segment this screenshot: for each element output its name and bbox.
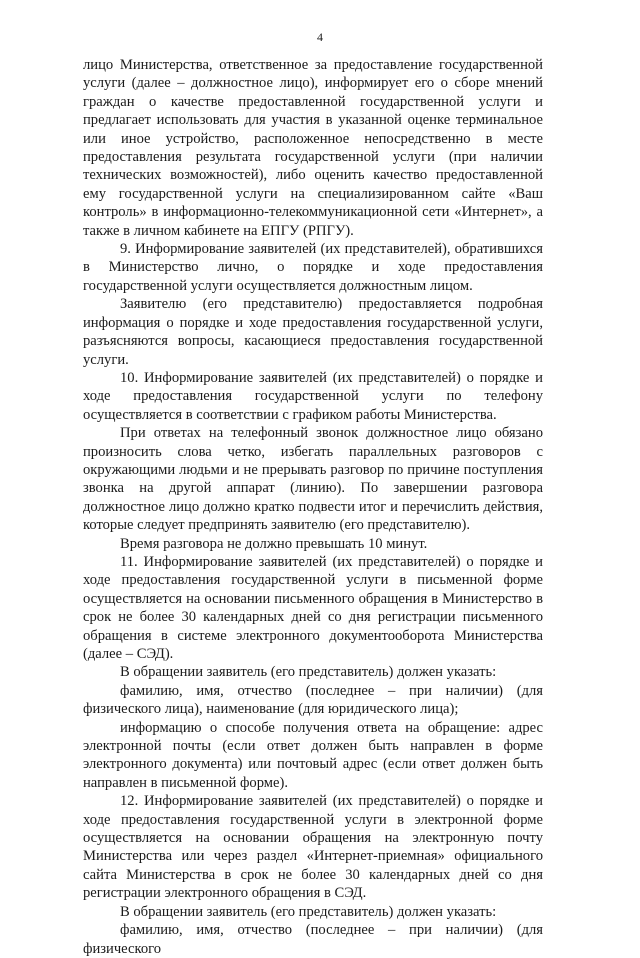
paragraph: фамилию, имя, отчество (последнее – при наличии) (для физического лица), наименование (для юридического лица); — [83, 682, 543, 718]
paragraph: При ответах на телефонный звонок должностное лицо обязано произносить слова четко, избегать параллельных разговоров с окружающими людьми и не прерывать разговор по причине поступления звонка на другой аппарат (линию). По завершении разговора должностное лицо должно кратко подвести итог и перечислить действия, которые следует предпринять заявителю (его представителю). — [83, 425, 543, 534]
paragraph: 9. Информирование заявителей (их представителей), обратившихся в Министерство лично, о порядке и ходе предоставления государственной услуги осуществляется должностным лицом. — [83, 241, 543, 294]
paragraph: Заявителю (его представителю) предоставляется подробная информация о порядке и ходе предоставления государственной услуги, разъясняются вопросы, касающиеся предоставления государственной услуги. — [83, 296, 543, 368]
document-body — [83, 56, 543, 958]
paragraph: 11. Информирование заявителей (их представителей) о порядке и ходе предоставления государственной услуги в письменной форме осуществляется на основании письменного обращения в Министерство в срок не более 30 календарных дней со дня регистрации письменного обращения в системе электронного документооборота Министерства (далее – СЭД). — [83, 553, 543, 662]
paragraph: информацию о способе получения ответа на обращение: адрес электронной почты (если ответ должен быть направлен в форме электронного документа) или почтовый адрес (если ответ должен быть направлен в письменной форме). — [83, 719, 543, 791]
paragraph: 12. Информирование заявителей (их представителей) о порядке и ходе предоставления государственной услуги в электронной форме осуществляется на основании обращения на электронную почту Министерства или через раздел «Интернет-приемная» официального сайта Министерства в срок не более 30 календарных дней со дня регистрации электронного обращения в СЭД. — [83, 793, 543, 902]
page-number: 4 — [317, 30, 323, 44]
paragraph: фамилию, имя, отчество (последнее – при наличии) (для физического — [83, 922, 543, 957]
paragraph: лицо Министерства, ответственное за предоставление государственной услуги (далее – должностное лицо), информирует его о сборе мнений граждан о качестве предоставленной государственной услуги и предлагает использовать для участия в указанной оценке терминальное или иное устройство, расположенное непосредственно в месте предоставления результата государственной услуги (при наличии технических возможностей), либо оценить качество предоставленной ему государственной услуги на специализированном сайте «Ваш контроль» в информационно-телекоммуникационной сети «Интернет», а также в личном кабинете на ЕПГУ (РПГУ). — [83, 57, 543, 239]
paragraph: В обращении заявитель (его представитель) должен указать: — [120, 664, 497, 681]
paragraph: 10. Информирование заявителей (их представителей) о порядке и ходе предоставления государственной услуги по телефону осуществляется в соответствии с графиком работы Министерства. — [83, 369, 543, 423]
paragraph: Время разговора не должно превышать 10 минут. — [120, 535, 428, 552]
paragraph: В обращении заявитель (его представитель) должен указать: — [120, 903, 497, 920]
